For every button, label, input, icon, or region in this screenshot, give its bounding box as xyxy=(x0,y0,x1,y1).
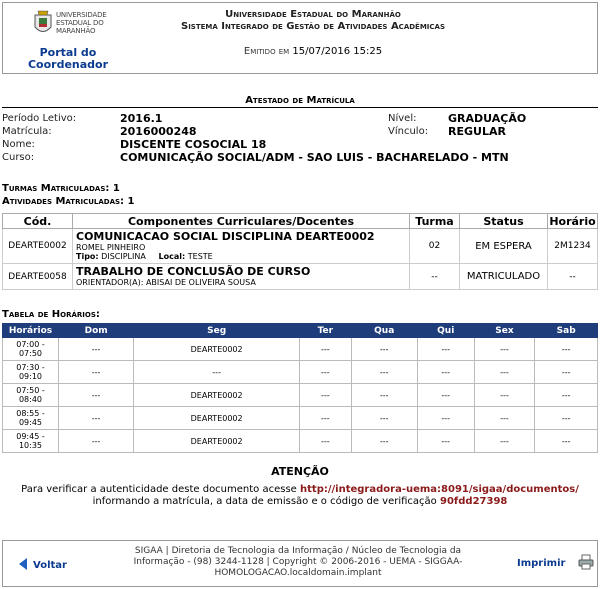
imprimir-label: Imprimir xyxy=(517,558,566,569)
vinculo-label: Vínculo: xyxy=(388,126,429,137)
periodo-label: Período Letivo: xyxy=(2,113,77,124)
voltar-label: Voltar xyxy=(33,560,67,571)
schedule-cell: --- xyxy=(474,361,535,384)
schedule-row xyxy=(3,338,598,361)
turmas-count: Turmas Matriculadas: 1 xyxy=(2,183,120,194)
schedule-cell: --- xyxy=(134,361,300,384)
attention-text xyxy=(4,484,596,508)
schedule-table xyxy=(2,323,598,453)
table-header-row xyxy=(3,214,598,229)
title-divider xyxy=(2,107,598,108)
schedule-cell: DEARTE0002 xyxy=(134,430,300,453)
schedule-row xyxy=(3,407,598,430)
curso-label: Curso: xyxy=(2,152,35,163)
printer-icon[interactable] xyxy=(578,554,594,570)
schedule-time-cell xyxy=(3,407,59,430)
schedule-cell: --- xyxy=(59,361,134,384)
time-end: 09:10 xyxy=(18,372,43,381)
voltar-button[interactable] xyxy=(19,558,67,571)
sched-header-horarios: Horários xyxy=(3,324,59,338)
cell-cod: DEARTE0058 xyxy=(3,264,73,290)
sched-header-sex: Sex xyxy=(474,324,535,338)
time-start: 07:50 - xyxy=(16,386,45,395)
local-value: TESTE xyxy=(187,252,213,261)
component-docente: ROMEL PINHEIRO xyxy=(76,243,146,252)
schedule-time-cell xyxy=(3,384,59,407)
curso-value: COMUNICAÇÃO SOCIAL/ADM - SAO LUIS - BACHARELADO - MTN xyxy=(120,151,509,164)
cell-cod: DEARTE0002 xyxy=(3,229,73,264)
verification-code: 90fdd27398 xyxy=(439,496,508,507)
tipo-label: Tipo: xyxy=(76,252,99,261)
time-end: 09:45 xyxy=(18,418,43,427)
col-header-cod: Cód. xyxy=(3,214,73,229)
component-name: COMUNICACAO SOCIAL DISCIPLINA DEARTE0002 xyxy=(76,230,375,243)
components-table xyxy=(2,213,598,290)
university-logo xyxy=(33,9,107,39)
page-footer xyxy=(2,540,598,587)
footer-line: Informação - (98) 3244-1128 | Copyright © 2006-2016 - UEMA - SIGGAA- xyxy=(133,557,463,567)
cell-horario: -- xyxy=(548,264,598,290)
portal-line: Portal do xyxy=(39,46,97,59)
schedule-time-cell xyxy=(3,338,59,361)
schedule-cell: --- xyxy=(535,407,598,430)
schedule-cell: --- xyxy=(351,407,417,430)
time-end: 08:40 xyxy=(18,395,43,404)
footer-line: HOMOLOGACAO.localdomain.implant xyxy=(214,568,382,578)
back-arrow-icon xyxy=(19,558,27,570)
schedule-cell: --- xyxy=(351,430,417,453)
schedule-cell: --- xyxy=(300,384,352,407)
emitido-value: 15/07/2016 15:25 xyxy=(292,46,383,57)
schedule-cell: --- xyxy=(417,407,474,430)
schedule-header-row xyxy=(3,324,598,338)
col-header-horario: Horário xyxy=(549,214,596,228)
schedule-body xyxy=(3,338,598,453)
cell-componente xyxy=(73,264,410,290)
document-header xyxy=(2,2,598,74)
emitido-label: Emitido em xyxy=(243,46,290,57)
portal-coordenador-link[interactable] xyxy=(23,47,113,71)
schedule-cell: --- xyxy=(351,361,417,384)
schedule-cell: DEARTE0002 xyxy=(134,407,300,430)
schedule-time-cell xyxy=(3,430,59,453)
cell-turma: -- xyxy=(410,264,460,290)
tipo-value: DISCIPLINA xyxy=(101,252,146,261)
schedule-cell: --- xyxy=(474,430,535,453)
sched-header-ter: Ter xyxy=(300,324,352,338)
schedule-cell: --- xyxy=(474,384,535,407)
cell-componente xyxy=(73,229,410,264)
system-name: Sistema Integrado de Gestão de Atividades Acadêmicas xyxy=(181,21,445,32)
table-row xyxy=(3,229,598,264)
time-start: 08:55 - xyxy=(16,409,45,418)
cell-status: MATRICULADO xyxy=(460,264,548,290)
schedule-cell: --- xyxy=(59,430,134,453)
attention-title: ATENÇÃO xyxy=(271,465,329,478)
nome-value: DISCENTE COSOCIAL 18 xyxy=(120,138,267,151)
verification-url-link[interactable]: http://integradora-uema:8091/sigaa/documentos/ xyxy=(300,484,579,495)
time-end: 10:35 xyxy=(18,441,43,450)
component-name: TRABALHO DE CONCLUSÃO DE CURSO xyxy=(76,265,311,278)
schedule-cell: --- xyxy=(535,430,598,453)
schedule-cell: --- xyxy=(59,338,134,361)
vinculo-value: REGULAR xyxy=(448,125,506,138)
nivel-value: GRADUAÇÃO xyxy=(448,112,527,125)
imprimir-button[interactable] xyxy=(517,558,565,569)
sched-header-dom: Dom xyxy=(59,324,134,338)
table-row xyxy=(3,264,598,290)
document-title: Atestado de Matrícula xyxy=(245,95,355,106)
schedule-cell: --- xyxy=(351,384,417,407)
portal-line: Coordenador xyxy=(27,58,109,71)
schedule-cell: --- xyxy=(300,407,352,430)
component-orientador: ORIENTADOR(A): ABISAI DE OLIVEIRA SOUSA xyxy=(76,278,256,287)
schedule-cell: --- xyxy=(417,430,474,453)
schedule-cell: --- xyxy=(417,384,474,407)
schedule-cell: --- xyxy=(535,361,598,384)
sched-header-qua: Qua xyxy=(351,324,417,338)
schedule-cell: --- xyxy=(59,407,134,430)
university-crest-icon xyxy=(33,9,53,37)
emission-date xyxy=(123,46,503,57)
schedule-row xyxy=(3,384,598,407)
sched-header-qui: Qui xyxy=(417,324,474,338)
logo-line: UNIVERSIDADE xyxy=(56,11,107,19)
schedule-row xyxy=(3,361,598,384)
schedule-cell: --- xyxy=(474,338,535,361)
local-label: Local: xyxy=(158,252,186,261)
time-end: 07:50 xyxy=(18,349,43,358)
time-start: 07:30 - xyxy=(16,363,45,372)
sched-header-sab: Sab xyxy=(535,324,598,338)
component-tipo-local xyxy=(76,252,406,261)
time-start: 09:45 - xyxy=(16,432,45,441)
schedule-cell: --- xyxy=(59,384,134,407)
cell-status: EM ESPERA xyxy=(460,229,548,264)
periodo-value: 2016.1 xyxy=(120,112,163,125)
schedule-row xyxy=(3,430,598,453)
col-header-componentes: Componentes Curriculares/Docentes xyxy=(73,214,410,229)
footer-info xyxy=(98,546,498,579)
institution-name: Universidade Estadual do Maranhão xyxy=(225,9,401,20)
atividades-count: Atividades Matriculadas: 1 xyxy=(2,196,135,207)
col-header-turma: Turma xyxy=(410,214,460,229)
schedule-cell: --- xyxy=(474,407,535,430)
schedule-cell: DEARTE0002 xyxy=(134,338,300,361)
footer-line: SIGAA | Diretoria de Tecnologia da Informação / Núcleo de Tecnologia da xyxy=(134,546,462,556)
col-header-status: Status xyxy=(460,214,548,229)
schedule-cell: --- xyxy=(300,430,352,453)
schedule-cell: --- xyxy=(535,384,598,407)
schedule-cell: --- xyxy=(417,361,474,384)
nome-label: Nome: xyxy=(2,139,35,150)
time-start: 07:00 - xyxy=(16,340,45,349)
schedule-title: Tabela de Horários: xyxy=(2,309,100,320)
schedule-time-cell xyxy=(3,361,59,384)
logo-line: ESTADUAL DO xyxy=(56,19,104,27)
schedule-cell: --- xyxy=(351,338,417,361)
attention-text-1: Para verificar a autenticidade deste documento acesse xyxy=(21,484,297,495)
schedule-cell: --- xyxy=(417,338,474,361)
matricula-label: Matrícula: xyxy=(2,126,52,137)
schedule-cell: --- xyxy=(300,338,352,361)
matricula-value: 2016000248 xyxy=(120,125,197,138)
nivel-label: Nível: xyxy=(388,113,417,124)
attention-text-2: informando a matrícula, a data de emissão e o código de verificação xyxy=(92,496,437,507)
logo-line: MARANHÃO xyxy=(56,27,96,35)
logo-text xyxy=(56,11,106,35)
sched-header-seg: Seg xyxy=(134,324,300,338)
schedule-cell: --- xyxy=(535,338,598,361)
cell-horario: 2M1234 xyxy=(548,229,598,264)
schedule-cell: DEARTE0002 xyxy=(134,384,300,407)
schedule-cell: --- xyxy=(300,361,352,384)
cell-turma: 02 xyxy=(410,229,460,264)
